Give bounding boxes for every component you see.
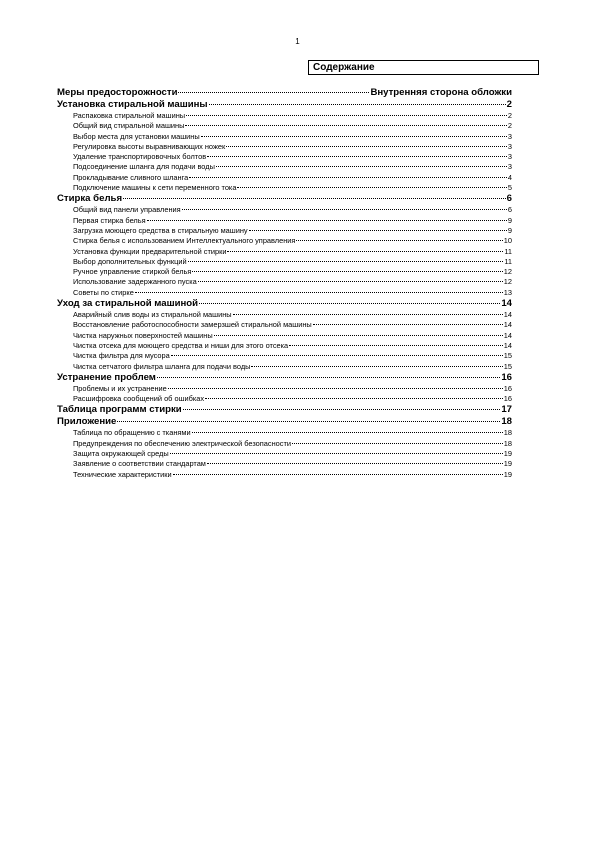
toc-entry-title: Аварийный слив воды из стиральной машины	[73, 310, 232, 320]
toc-sections	[57, 99, 512, 480]
dot-leader	[178, 92, 369, 93]
toc-entry-page: 10	[503, 236, 512, 246]
toc-section-heading[interactable]	[57, 298, 512, 310]
dot-leader	[296, 240, 502, 241]
toc-entry-page: 9	[507, 225, 512, 235]
toc-item[interactable]	[57, 310, 512, 320]
toc-entry-page: 2	[507, 121, 512, 131]
toc-entry-page: 19	[503, 449, 512, 459]
dot-leader	[292, 443, 503, 444]
toc-section-heading[interactable]	[57, 404, 512, 416]
toc-entry-title: Общий вид панели управления	[73, 205, 181, 215]
toc-entry-page: 14	[503, 310, 512, 320]
dot-leader	[249, 230, 507, 231]
toc-entry-page: 5	[507, 183, 512, 193]
toc-entry-title: Регулировка высоты выравнивающих ножек	[73, 141, 226, 151]
toc-item[interactable]	[57, 331, 512, 341]
toc-entry-title: Заявление о соответствии стандартам	[73, 459, 206, 469]
dot-leader	[157, 377, 500, 378]
dot-leader	[251, 366, 502, 367]
toc-item[interactable]	[57, 277, 512, 287]
toc-entry-title: Проблемы и их устранение	[73, 383, 167, 393]
toc-entry-title: Выбор дополнительных функций	[73, 256, 187, 266]
toc-entry-title: Восстановление работоспособности замерзшей стиральной машины	[73, 320, 312, 330]
dot-leader	[313, 324, 503, 325]
dot-leader	[186, 115, 507, 116]
dot-leader	[199, 303, 500, 304]
toc-entry-title: Выбор места для установки машины	[73, 131, 200, 141]
toc-entry-page: 19	[503, 469, 512, 479]
toc-entry-title: Стирка белья с использованием Интеллектуального управления	[73, 236, 296, 246]
toc-entry-page: 14	[501, 298, 512, 310]
toc-entry-page: 16	[503, 394, 512, 404]
toc-entry-page: 15	[503, 361, 512, 371]
toc-entry-page: 11	[504, 256, 512, 266]
toc-entry-page: Внутренняя сторона обложки	[370, 87, 512, 98]
toc-item[interactable]	[57, 459, 512, 469]
toc-item[interactable]	[57, 470, 512, 480]
dot-leader	[171, 355, 503, 356]
toc-entry-page: 2	[507, 111, 512, 120]
dot-leader	[207, 463, 503, 464]
toc-entry-title: Общий вид стиральной машины	[73, 121, 185, 131]
toc-entry-title: Защита окружающей среды	[73, 449, 169, 459]
dot-leader	[170, 453, 503, 454]
toc-entry-title: Устранение проблем	[57, 371, 156, 383]
toc-item[interactable]	[57, 162, 512, 172]
toc-item[interactable]	[57, 351, 512, 361]
dot-leader	[183, 409, 501, 410]
toc-item[interactable]	[57, 216, 512, 226]
toc-entry-page: 16	[501, 371, 512, 383]
dot-leader	[205, 398, 503, 399]
toc-entry-page: 12	[503, 277, 512, 287]
toc-entry-page: 3	[507, 152, 512, 162]
toc-section-heading[interactable]	[57, 193, 512, 205]
toc-entry-page: 16	[503, 383, 512, 393]
toc-entry-page: 4	[507, 172, 512, 182]
toc-entry-page: 18	[503, 428, 512, 438]
toc-item[interactable]	[57, 362, 512, 372]
toc-entry-title: Чистка сетчатого фильтра шланга для подачи воды	[73, 361, 251, 371]
toc-item[interactable]	[57, 320, 512, 330]
toc-item[interactable]	[57, 226, 512, 236]
toc-entry-page: 15	[503, 351, 512, 361]
toc-entry-title: Прокладывание сливного шланга	[73, 172, 189, 182]
toc-item[interactable]	[57, 257, 512, 267]
toc-entry-title: Подключение машины к сети переменного тока	[73, 183, 237, 193]
dot-leader	[198, 281, 503, 282]
toc-entry-page: 6	[507, 205, 512, 215]
dot-leader	[147, 220, 507, 221]
toc-entry-page: 14	[503, 340, 512, 350]
toc-entry-page: 3	[507, 131, 512, 141]
toc-entry-page: 12	[503, 267, 512, 277]
toc-item[interactable]	[57, 439, 512, 449]
toc-entry-title: Расшифровка сообщений об ошибках	[73, 394, 205, 404]
toc-entry-title: Уход за стиральной машиной	[57, 298, 199, 310]
toc-entry-title: Приложение	[57, 416, 117, 428]
toc-entry-page: 3	[507, 141, 512, 151]
toc-item[interactable]	[57, 111, 512, 121]
toc-item[interactable]	[57, 384, 512, 394]
toc-item[interactable]	[57, 173, 512, 183]
toc-entry-page: 14	[503, 320, 512, 330]
toc-item[interactable]	[57, 247, 512, 257]
toc-item[interactable]	[57, 142, 512, 152]
toc-entry-title: Технические характеристики	[73, 469, 172, 479]
toc-entry-title: Таблица программ стирки	[57, 404, 182, 416]
dot-leader	[123, 198, 506, 199]
toc-entry-title: Первая стирка белья	[73, 215, 146, 225]
toc-item[interactable]	[57, 394, 512, 404]
toc-entry-title: Чистка фильтра для мусора	[73, 351, 170, 361]
toc-entry-title: Использование задержанного пуска	[73, 277, 197, 287]
toc-item[interactable]	[57, 183, 512, 193]
dot-leader	[201, 136, 507, 137]
toc-item[interactable]	[57, 152, 512, 162]
toc-section-heading[interactable]	[57, 99, 512, 111]
toc-entry-page: 3	[507, 162, 512, 172]
toc-entry-title: Чистка отсека для моющего средства и ниши для этого отсека	[73, 340, 289, 350]
toc-entry-title: Удаление транспортировочных болтов	[73, 152, 207, 162]
toc-entry-page: 18	[501, 416, 512, 428]
toc-entry-title: Установка стиральной машины	[57, 99, 208, 110]
toc-entry-title: Ручное управление стиркой белья	[73, 267, 192, 277]
toc-item[interactable]	[57, 121, 512, 131]
toc-entry-precautions[interactable]	[57, 86, 512, 99]
toc-entry-title: Чистка наружных поверхностей машины	[73, 330, 213, 340]
toc-title: Содержание	[308, 60, 539, 75]
dot-leader	[192, 271, 502, 272]
toc-entry-page: 19	[503, 459, 512, 469]
toc-item[interactable]	[57, 449, 512, 459]
toc-entry-title: Загрузка моющего средства в стиральную машину	[73, 225, 248, 235]
dot-leader	[189, 177, 507, 178]
toc-entry-title: Подсоединение шланга для подачи воды	[73, 162, 215, 172]
toc-entry-title: Распаковка стиральной машины	[73, 111, 186, 120]
dot-leader	[237, 187, 506, 188]
dot-leader	[117, 421, 500, 422]
dot-leader	[216, 166, 507, 167]
toc-item[interactable]	[57, 205, 512, 215]
dot-leader	[227, 251, 503, 252]
dot-leader	[233, 314, 503, 315]
dot-leader	[209, 104, 506, 105]
toc-item[interactable]	[57, 428, 512, 438]
dot-leader	[135, 292, 503, 293]
toc-item[interactable]	[57, 236, 512, 246]
dot-leader	[182, 209, 507, 210]
dot-leader	[214, 335, 503, 336]
dot-leader	[289, 345, 503, 346]
dot-leader	[168, 388, 503, 389]
toc-item[interactable]	[57, 288, 512, 298]
toc-section-heading[interactable]	[57, 416, 512, 428]
toc-entry-page: 6	[506, 193, 512, 205]
toc-item[interactable]	[57, 267, 512, 277]
toc-item[interactable]	[57, 132, 512, 142]
dot-leader	[185, 125, 506, 126]
toc-entry-title: Меры предосторожности	[57, 87, 178, 98]
page-number: 1	[295, 37, 300, 46]
toc-item[interactable]	[57, 341, 512, 351]
toc-entry-page: 18	[503, 438, 512, 448]
dot-leader	[192, 432, 503, 433]
toc-entry-page: 17	[501, 404, 512, 416]
toc-entry-title: Стирка белья	[57, 193, 123, 205]
toc-entry-page: 9	[507, 215, 512, 225]
toc-entry-title: Установка функции предварительной стирки	[73, 246, 227, 256]
dot-leader	[207, 156, 507, 157]
toc-entry-title: Советы по стирке	[73, 287, 134, 297]
toc-entry-page: 13	[503, 287, 512, 297]
toc-entry-title: Предупреждения по обеспечению электрической безопасности	[73, 438, 291, 448]
toc-section-heading[interactable]	[57, 372, 512, 384]
toc-entry-page: 11	[504, 246, 512, 256]
table-of-contents	[57, 86, 512, 480]
toc-entry-title: Таблица по обращению с тканями	[73, 428, 191, 438]
dot-leader	[226, 146, 507, 147]
dot-leader	[173, 474, 503, 475]
toc-entry-page: 2	[506, 99, 512, 110]
toc-entry-page: 14	[503, 330, 512, 340]
dot-leader	[188, 261, 504, 262]
